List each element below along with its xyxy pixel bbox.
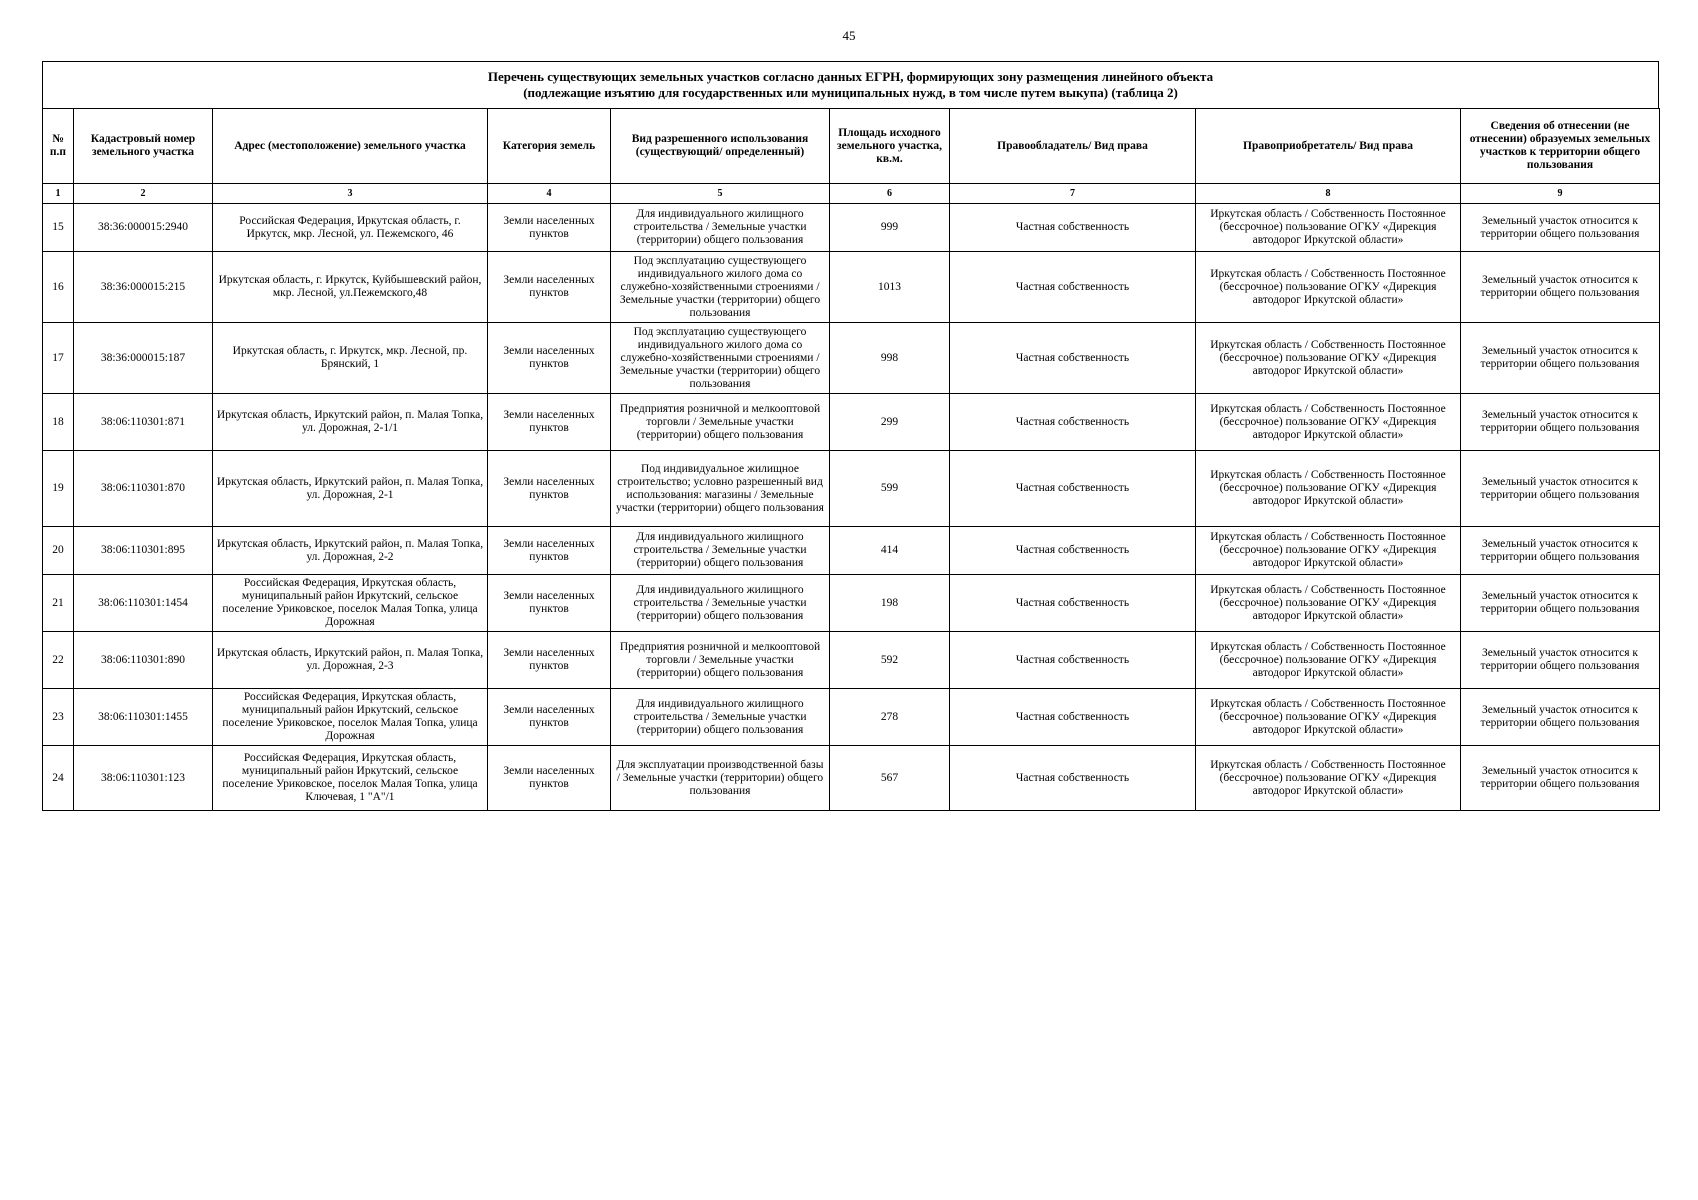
owner-cell: Частная собственность <box>950 575 1196 632</box>
owner-cell: Частная собственность <box>950 252 1196 323</box>
area-cell: 1013 <box>830 252 950 323</box>
public-use-cell: Земельный участок относится к территории общего пользования <box>1461 323 1660 394</box>
cadastral-number-cell: 38:06:110301:871 <box>74 394 213 451</box>
table-title-line-1: Перечень существующих земельных участков согласно данных ЕГРН, формирующих зону размещения линейного объекта <box>487 69 1214 84</box>
owner-cell: Частная собственность <box>950 323 1196 394</box>
column-number: 4 <box>488 184 611 204</box>
acquirer-cell: Иркутская область / Собственность Постоянное (бессрочное) пользование ОГКУ «Дирекция автодорог Иркутской области» <box>1196 394 1461 451</box>
column-number: 6 <box>830 184 950 204</box>
public-use-cell: Земельный участок относится к территории общего пользования <box>1461 689 1660 746</box>
table-row <box>43 746 1660 811</box>
area-cell: 299 <box>830 394 950 451</box>
column-header: Сведения об отнесении (не отнесении) образуемых земельных участков к территории общего пользования <box>1461 109 1660 184</box>
cadastral-number-cell: 38:06:110301:890 <box>74 632 213 689</box>
permitted-use-cell: Под эксплуатацию существующего индивидуального жилого дома со служебно-хозяйственными строениями / Земельные участки (территории) общего пользования <box>611 323 830 394</box>
land-plots-sheet <box>42 61 1659 811</box>
column-header: Правообладатель/ Вид права <box>950 109 1196 184</box>
row-number-cell: 16 <box>43 252 74 323</box>
permitted-use-cell: Под эксплуатацию существующего индивидуального жилого дома со служебно-хозяйственными строениями / Земельные участки (территории) общего пользования <box>611 252 830 323</box>
table-title-line-2: (подлежащие изъятию для государственных или муниципальных нужд, в том числе путем выкупа) (таблица 2) <box>523 85 1178 100</box>
address-cell: Российская Федерация, Иркутская область, муниципальный район Иркутский, сельское поселение Уриковское, поселок Малая Топка, улица Дорожная <box>213 575 488 632</box>
table-row <box>43 451 1660 527</box>
permitted-use-cell: Для эксплуатации производственной базы / Земельные участки (территории) общего пользования <box>611 746 830 811</box>
column-header: Кадастровый номер земельного участка <box>74 109 213 184</box>
address-cell: Российская Федерация, Иркутская область, муниципальный район Иркутский, сельское поселение Уриковское, поселок Малая Топка, улица Ключевая, 1 "А"/1 <box>213 746 488 811</box>
column-number: 3 <box>213 184 488 204</box>
address-cell: Российская Федерация, Иркутская область, муниципальный район Иркутский, сельское поселение Уриковское, поселок Малая Топка, улица Дорожная <box>213 689 488 746</box>
public-use-cell: Земельный участок относится к территории общего пользования <box>1461 527 1660 575</box>
row-number-cell: 21 <box>43 575 74 632</box>
cadastral-number-cell: 38:06:110301:895 <box>74 527 213 575</box>
address-cell: Российская Федерация, Иркутская область, г. Иркутск, мкр. Лесной, ул. Пежемского, 46 <box>213 204 488 252</box>
land-category-cell: Земли населенных пунктов <box>488 527 611 575</box>
land-plots-table <box>42 108 1660 811</box>
acquirer-cell: Иркутская область / Собственность Постоянное (бессрочное) пользование ОГКУ «Дирекция автодорог Иркутской области» <box>1196 632 1461 689</box>
acquirer-cell: Иркутская область / Собственность Постоянное (бессрочное) пользование ОГКУ «Дирекция автодорог Иркутской области» <box>1196 746 1461 811</box>
owner-cell: Частная собственность <box>950 527 1196 575</box>
column-header: Категория земель <box>488 109 611 184</box>
row-number-cell: 18 <box>43 394 74 451</box>
area-cell: 414 <box>830 527 950 575</box>
column-header: Вид разрешенного использования (существующий/ определенный) <box>611 109 830 184</box>
owner-cell: Частная собственность <box>950 746 1196 811</box>
address-cell: Иркутская область, Иркутский район, п. Малая Топка, ул. Дорожная, 2-1 <box>213 451 488 527</box>
row-number-cell: 17 <box>43 323 74 394</box>
table-row <box>43 323 1660 394</box>
table-row <box>43 575 1660 632</box>
area-cell: 567 <box>830 746 950 811</box>
column-number: 7 <box>950 184 1196 204</box>
column-number: 9 <box>1461 184 1660 204</box>
address-cell: Иркутская область, Иркутский район, п. Малая Топка, ул. Дорожная, 2-2 <box>213 527 488 575</box>
land-category-cell: Земли населенных пунктов <box>488 451 611 527</box>
column-number: 1 <box>43 184 74 204</box>
land-category-cell: Земли населенных пунктов <box>488 575 611 632</box>
permitted-use-cell: Предприятия розничной и мелкооптовой торговли / Земельные участки (территории) общего пользования <box>611 632 830 689</box>
land-category-cell: Земли населенных пунктов <box>488 252 611 323</box>
address-cell: Иркутская область, г. Иркутск, мкр. Лесной, пр. Брянский, 1 <box>213 323 488 394</box>
public-use-cell: Земельный участок относится к территории общего пользования <box>1461 632 1660 689</box>
address-cell: Иркутская область, Иркутский район, п. Малая Топка, ул. Дорожная, 2-3 <box>213 632 488 689</box>
area-cell: 198 <box>830 575 950 632</box>
permitted-use-cell: Для индивидуального жилищного строительства / Земельные участки (территории) общего пользования <box>611 204 830 252</box>
owner-cell: Частная собственность <box>950 204 1196 252</box>
public-use-cell: Земельный участок относится к территории общего пользования <box>1461 746 1660 811</box>
column-header: № п.п <box>43 109 74 184</box>
cadastral-number-cell: 38:06:110301:870 <box>74 451 213 527</box>
cadastral-number-cell: 38:36:000015:215 <box>74 252 213 323</box>
public-use-cell: Земельный участок относится к территории общего пользования <box>1461 204 1660 252</box>
row-number-cell: 24 <box>43 746 74 811</box>
permitted-use-cell: Предприятия розничной и мелкооптовой торговли / Земельные участки (территории) общего пользования <box>611 394 830 451</box>
area-cell: 278 <box>830 689 950 746</box>
land-category-cell: Земли населенных пунктов <box>488 394 611 451</box>
owner-cell: Частная собственность <box>950 689 1196 746</box>
column-number: 8 <box>1196 184 1461 204</box>
permitted-use-cell: Для индивидуального жилищного строительства / Земельные участки (территории) общего пользования <box>611 689 830 746</box>
column-header: Адрес (местоположение) земельного участка <box>213 109 488 184</box>
cadastral-number-cell: 38:36:000015:2940 <box>74 204 213 252</box>
row-number-cell: 23 <box>43 689 74 746</box>
area-cell: 999 <box>830 204 950 252</box>
table-row <box>43 394 1660 451</box>
page-number: 45 <box>842 28 856 43</box>
table-row <box>43 204 1660 252</box>
table-title <box>42 61 1659 108</box>
column-header: Площадь исходного земельного участка, кв.м. <box>830 109 950 184</box>
cadastral-number-cell: 38:06:110301:1454 <box>74 575 213 632</box>
address-cell: Иркутская область, г. Иркутск, Куйбышевский район, мкр. Лесной, ул.Пежемского,48 <box>213 252 488 323</box>
permitted-use-cell: Под индивидуальное жилищное строительство; условно разрешенный вид использования: магазины / Земельные участки (территории) общего пользования <box>611 451 830 527</box>
land-category-cell: Земли населенных пунктов <box>488 204 611 252</box>
public-use-cell: Земельный участок относится к территории общего пользования <box>1461 394 1660 451</box>
table-body <box>43 204 1660 811</box>
area-cell: 592 <box>830 632 950 689</box>
public-use-cell: Земельный участок относится к территории общего пользования <box>1461 575 1660 632</box>
land-category-cell: Земли населенных пунктов <box>488 323 611 394</box>
land-category-cell: Земли населенных пунктов <box>488 632 611 689</box>
permitted-use-cell: Для индивидуального жилищного строительства / Земельные участки (территории) общего пользования <box>611 575 830 632</box>
cadastral-number-cell: 38:06:110301:123 <box>74 746 213 811</box>
public-use-cell: Земельный участок относится к территории общего пользования <box>1461 252 1660 323</box>
row-number-cell: 22 <box>43 632 74 689</box>
table-row <box>43 689 1660 746</box>
land-category-cell: Земли населенных пунктов <box>488 689 611 746</box>
area-cell: 599 <box>830 451 950 527</box>
column-number: 5 <box>611 184 830 204</box>
acquirer-cell: Иркутская область / Собственность Постоянное (бессрочное) пользование ОГКУ «Дирекция автодорог Иркутской области» <box>1196 252 1461 323</box>
acquirer-cell: Иркутская область / Собственность Постоянное (бессрочное) пользование ОГКУ «Дирекция автодорог Иркутской области» <box>1196 689 1461 746</box>
acquirer-cell: Иркутская область / Собственность Постоянное (бессрочное) пользование ОГКУ «Дирекция автодорог Иркутской области» <box>1196 575 1461 632</box>
table-row <box>43 632 1660 689</box>
column-number: 2 <box>74 184 213 204</box>
acquirer-cell: Иркутская область / Собственность Постоянное (бессрочное) пользование ОГКУ «Дирекция автодорог Иркутской области» <box>1196 451 1461 527</box>
public-use-cell: Земельный участок относится к территории общего пользования <box>1461 451 1660 527</box>
header-row <box>43 109 1660 184</box>
row-number-cell: 15 <box>43 204 74 252</box>
land-category-cell: Земли населенных пунктов <box>488 746 611 811</box>
column-numbers-row <box>43 184 1660 204</box>
address-cell: Иркутская область, Иркутский район, п. Малая Топка, ул. Дорожная, 2-1/1 <box>213 394 488 451</box>
owner-cell: Частная собственность <box>950 394 1196 451</box>
table-row <box>43 527 1660 575</box>
column-header: Правоприобретатель/ Вид права <box>1196 109 1461 184</box>
acquirer-cell: Иркутская область / Собственность Постоянное (бессрочное) пользование ОГКУ «Дирекция автодорог Иркутской области» <box>1196 323 1461 394</box>
row-number-cell: 19 <box>43 451 74 527</box>
acquirer-cell: Иркутская область / Собственность Постоянное (бессрочное) пользование ОГКУ «Дирекция автодорог Иркутской области» <box>1196 527 1461 575</box>
permitted-use-cell: Для индивидуального жилищного строительства / Земельные участки (территории) общего пользования <box>611 527 830 575</box>
owner-cell: Частная собственность <box>950 632 1196 689</box>
owner-cell: Частная собственность <box>950 451 1196 527</box>
acquirer-cell: Иркутская область / Собственность Постоянное (бессрочное) пользование ОГКУ «Дирекция автодорог Иркутской области» <box>1196 204 1461 252</box>
table-row <box>43 252 1660 323</box>
cadastral-number-cell: 38:06:110301:1455 <box>74 689 213 746</box>
row-number-cell: 20 <box>43 527 74 575</box>
cadastral-number-cell: 38:36:000015:187 <box>74 323 213 394</box>
area-cell: 998 <box>830 323 950 394</box>
